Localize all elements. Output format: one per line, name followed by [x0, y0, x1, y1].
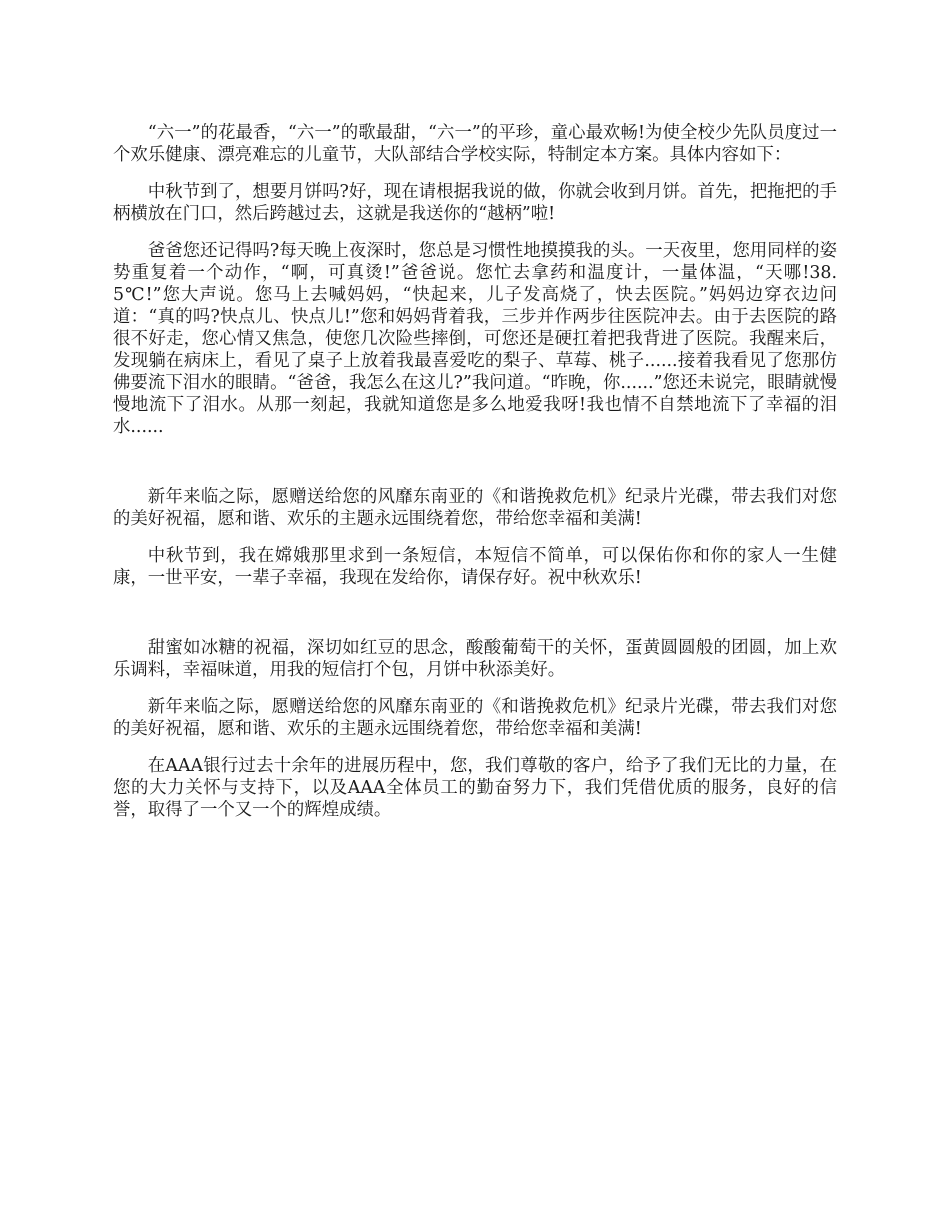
paragraph-new-year-greeting: 新年来临之际，愿赠送给您的风靡东南亚的《和谐挽救危机》纪录片光碟，带去我们对您的美好祝福，愿和谐、欢乐的主题永远围绕着您，带给您幸福和美满! — [113, 487, 837, 529]
section-gap — [113, 453, 837, 486]
paragraph-childrens-day-plan: “六一”的花最香，“六一”的歌最甜，“六一”的平珍，童心最欢畅!为使全校少先队员度过一个欢乐健康、漂亮难忘的儿童节，大队部结合学校实际，特制定本方案。具体内容如下： — [113, 123, 837, 165]
paragraph-new-year-greeting-repeat: 新年来临之际，愿赠送给您的风靡东南亚的《和谐挽救危机》纪录片光碟，带去我们对您的美好祝福，愿和谐、欢乐的主题永远围绕着您，带给您幸福和美满! — [113, 697, 837, 739]
paragraph-father-story: 爸爸您还记得吗?每天晚上夜深时，您总是习惯性地摸摸我的头。一天夜里，您用同样的姿势重复着一个动作，“啊，可真烫!”爸爸说。您忙去拿药和温度计，一量体温，“天哪!38.5℃!”您大声说。您马上去喊妈妈，“快起来，儿子发高烧了，快去医院。”妈妈边穿衣边问道：“真的吗?快点儿、快点儿!”您和妈妈背着我，三步并作两步往医院冲去。由于去医院的路很不好走，您心情又焦急，使您几次险些摔倒，可您还是硬扛着把我背进了医院。我醒来后，发现躺在病床上，看见了桌子上放着我最喜爱吃的梨子、草莓、桃子......接着我看见了您那仿佛要流下泪水的眼睛。“爸爸，我怎么在这儿?”我问道。“昨晚，你......”您还未说完，眼睛就慢慢地流下了泪水。从那一刻起，我就知道您是多么地爱我呀!我也情不自禁地流下了幸福的泪水...... — [113, 241, 837, 437]
paragraph-mid-autumn-blessing: 中秋节到，我在嫦娥那里求到一条短信，本短信不简单，可以保佑你和你的家人一生健康，一世平安，一辈子幸福，我现在发给你，请保存好。祝中秋欢乐! — [113, 546, 837, 588]
paragraph-mid-autumn-mop: 中秋节到了，想要月饼吗?好，现在请根据我说的做，你就会收到月饼。首先，把拖把的手柄横放在门口，然后跨越过去，这就是我送你的“越柄”啦! — [113, 182, 837, 224]
paragraph-mooncake-sms: 甜蜜如冰糖的祝福，深切如红豆的思念，酸酸葡萄干的关怀，蛋黄圆圆般的团圆，加上欢乐调料，幸福味道，用我的短信打个包，月饼中秋添美好。 — [113, 638, 837, 680]
section-gap — [113, 604, 837, 637]
document-body — [113, 122, 837, 836]
paragraph-bank-thanks: 在AAA银行过去十余年的进展历程中，您，我们尊敬的客户，给予了我们无比的力量，在您的大力关怀与支持下，以及AAA全体员工的勤奋努力下，我们凭借优质的服务，良好的信誉，取得了一个又一个的辉煌成绩。 — [113, 756, 837, 820]
